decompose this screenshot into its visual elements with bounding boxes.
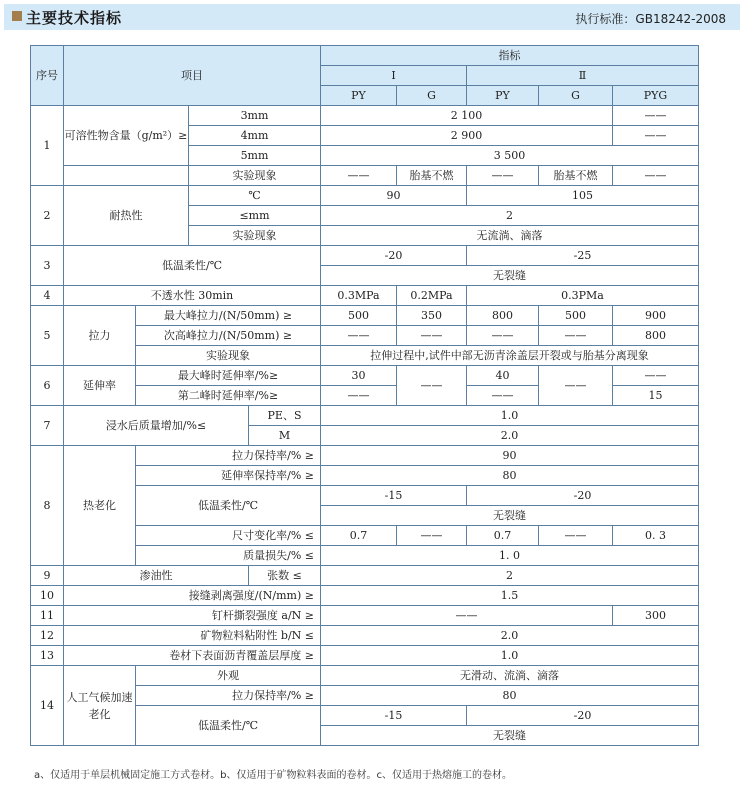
- value-cell: 无裂缝: [321, 506, 699, 526]
- sub-label: 拉力保持率/% ≥: [136, 686, 321, 706]
- row-number: 4: [31, 286, 64, 306]
- sub-label: 5mm: [189, 146, 321, 166]
- sub-label: ℃: [189, 186, 321, 206]
- sub-label: 最大峰拉力/(N/50mm) ≥: [136, 306, 321, 326]
- dash-cell: ——: [467, 386, 539, 406]
- value-cell: 拉伸过程中,试件中部无沥青涂盖层开裂或与胎基分离现象: [321, 346, 699, 366]
- dash-cell: ——: [321, 326, 397, 346]
- value-cell: 胎基不燃: [539, 166, 613, 186]
- dash-cell: ——: [539, 366, 613, 406]
- row-number: 13: [31, 646, 64, 666]
- table-row: [31, 666, 699, 686]
- value-cell: -15: [321, 706, 467, 726]
- row-number: 3: [31, 246, 64, 286]
- sub-label: 质量损失/% ≤: [136, 546, 321, 566]
- row-number: 1: [31, 106, 64, 186]
- header-row-1: [31, 46, 699, 66]
- value-cell: -25: [467, 246, 699, 266]
- dash-cell: ——: [613, 106, 699, 126]
- dash-cell: ——: [613, 166, 699, 186]
- value-cell: 1.0: [321, 406, 699, 426]
- value-cell: 900: [613, 306, 699, 326]
- table-row: [31, 246, 699, 266]
- table-row: [31, 166, 699, 186]
- table-row: [31, 406, 699, 426]
- sub-label: 最大峰时延伸率/%≥: [136, 366, 321, 386]
- value-cell: 2.0: [321, 426, 699, 446]
- value-cell: 2 100: [321, 106, 613, 126]
- table-row: [31, 446, 699, 466]
- value-cell: 无流淌、滴落: [321, 226, 699, 246]
- value-cell: 1.5: [321, 586, 699, 606]
- dash-cell: ——: [397, 366, 467, 406]
- table-row: [31, 306, 699, 326]
- row-number: 7: [31, 406, 64, 446]
- col-header-py-2: PY: [467, 86, 539, 106]
- sub-label: 低温柔性/℃: [136, 706, 321, 746]
- section-title: 主要技术指标: [26, 9, 123, 27]
- value-cell: 0.7: [321, 526, 397, 546]
- value-cell: 无裂缝: [321, 726, 699, 746]
- col-header-pyg: PYG: [613, 86, 699, 106]
- sub-label: 4mm: [189, 126, 321, 146]
- sub-label: 拉力保持率/% ≥: [136, 446, 321, 466]
- dash-cell: ——: [613, 126, 699, 146]
- value-cell: 0.7: [467, 526, 539, 546]
- row-label: 浸水后质量增加/%≤: [64, 406, 249, 446]
- value-cell: 105: [467, 186, 699, 206]
- col-header-grade-2: Ⅱ: [467, 66, 699, 86]
- row-number: 9: [31, 566, 64, 586]
- sub-label: 次高峰拉力/(N/50mm) ≥: [136, 326, 321, 346]
- value-cell: 90: [321, 446, 699, 466]
- sub-label: ≤mm: [189, 206, 321, 226]
- value-cell: 40: [467, 366, 539, 386]
- value-cell: -20: [467, 486, 699, 506]
- value-cell: 无滑动、流淌、滴落: [321, 666, 699, 686]
- sub-label: 实验现象: [189, 166, 321, 186]
- value-cell: 0.3PMa: [467, 286, 699, 306]
- section-header: [4, 4, 740, 30]
- dash-cell: ——: [321, 386, 397, 406]
- sub-label: 尺寸变化率/% ≤: [136, 526, 321, 546]
- footnote: a、仅适用于单层机械固定施工方式卷材。b、仅适用于矿物粒料表面的卷材。c、仅适用于热熔施工的卷材。: [34, 770, 512, 781]
- col-header-py-1: PY: [321, 86, 397, 106]
- value-cell: 800: [467, 306, 539, 326]
- sub-label: 张数 ≤: [249, 566, 321, 586]
- value-cell: 3 500: [321, 146, 699, 166]
- value-cell: 80: [321, 686, 699, 706]
- row-number: 2: [31, 186, 64, 246]
- dash-cell: ——: [467, 326, 539, 346]
- value-cell: 800: [613, 326, 699, 346]
- sub-label: PE、S: [249, 406, 321, 426]
- value-cell: 80: [321, 466, 699, 486]
- sub-label: 第二峰时延伸率/%≥: [136, 386, 321, 406]
- sub-label: 外观: [136, 666, 321, 686]
- row-label: 热老化: [64, 446, 136, 566]
- table-row: [31, 286, 699, 306]
- sub-label: 延伸率保持率/% ≥: [136, 466, 321, 486]
- table-row: [31, 186, 699, 206]
- row-label: 可溶性物含量（g/m²）≥: [64, 106, 189, 166]
- value-cell: 胎基不燃: [397, 166, 467, 186]
- row-number: 10: [31, 586, 64, 606]
- row-label: 钉杆撕裂强度 a/N ≥: [64, 606, 321, 626]
- spec-table: [30, 45, 699, 746]
- value-cell: 0.3MPa: [321, 286, 397, 306]
- table-row: [31, 646, 699, 666]
- table-row: [31, 626, 699, 646]
- row-label: 不透水性 30min: [64, 286, 321, 306]
- row-number: 12: [31, 626, 64, 646]
- sub-label: 实验现象: [136, 346, 321, 366]
- value-cell: 无裂缝: [321, 266, 699, 286]
- dash-cell: ——: [539, 526, 613, 546]
- dash-cell: ——: [397, 326, 467, 346]
- dash-cell: ——: [539, 326, 613, 346]
- row-label: 耐热性: [64, 186, 189, 246]
- row-number: 11: [31, 606, 64, 626]
- table-row: [31, 106, 699, 126]
- col-header-no: 序号: [31, 46, 64, 106]
- value-cell: 15: [613, 386, 699, 406]
- value-cell: 2: [321, 566, 699, 586]
- value-cell: 500: [539, 306, 613, 326]
- sub-label: M: [249, 426, 321, 446]
- row-label: 卷材下表面沥青覆盖层厚度 ≥: [64, 646, 321, 666]
- col-header-g-2: G: [539, 86, 613, 106]
- col-header-grade-1: Ⅰ: [321, 66, 467, 86]
- section-marker: [12, 11, 22, 21]
- dash-cell: ——: [397, 526, 467, 546]
- row-number: 14: [31, 666, 64, 746]
- value-cell: 90: [321, 186, 467, 206]
- row-number: 8: [31, 446, 64, 566]
- sub-label: 低温柔性/℃: [136, 486, 321, 526]
- value-cell: 0. 3: [613, 526, 699, 546]
- value-cell: 30: [321, 366, 397, 386]
- value-cell: 1. 0: [321, 546, 699, 566]
- row-label: 渗油性: [64, 566, 249, 586]
- value-cell: -20: [321, 246, 467, 266]
- value-cell: 350: [397, 306, 467, 326]
- sub-label-spacer: [64, 166, 189, 186]
- value-cell: -15: [321, 486, 467, 506]
- table-row: [31, 586, 699, 606]
- dash-cell: ——: [321, 166, 397, 186]
- row-label: 延伸率: [64, 366, 136, 406]
- value-cell: 2 900: [321, 126, 613, 146]
- dash-cell: ——: [613, 366, 699, 386]
- sub-label: 3mm: [189, 106, 321, 126]
- value-cell: 500: [321, 306, 397, 326]
- value-cell: -20: [467, 706, 699, 726]
- table-row: [31, 366, 699, 386]
- value-cell: 2: [321, 206, 699, 226]
- row-number: 6: [31, 366, 64, 406]
- col-header-item: 项目: [64, 46, 321, 106]
- row-label: 矿物粒料粘附性 b/N ≤: [64, 626, 321, 646]
- table-row: [31, 566, 699, 586]
- row-label: 拉力: [64, 306, 136, 366]
- row-label: 低温柔性/℃: [64, 246, 321, 286]
- sub-label: 实验现象: [189, 226, 321, 246]
- col-header-indicator: 指标: [321, 46, 699, 66]
- value-cell: 300: [613, 606, 699, 626]
- value-cell: 2.0: [321, 626, 699, 646]
- dash-cell: ——: [321, 606, 613, 626]
- value-cell: 0.2MPa: [397, 286, 467, 306]
- col-header-g-1: G: [397, 86, 467, 106]
- row-number: 5: [31, 306, 64, 366]
- row-label: 人工气候加速老化: [64, 666, 136, 746]
- value-cell: 1.0: [321, 646, 699, 666]
- row-label: 接缝剥离强度/(N/mm) ≥: [64, 586, 321, 606]
- dash-cell: ——: [467, 166, 539, 186]
- standard-label: 执行标准：GB18242-2008: [575, 12, 726, 26]
- table-row: [31, 606, 699, 626]
